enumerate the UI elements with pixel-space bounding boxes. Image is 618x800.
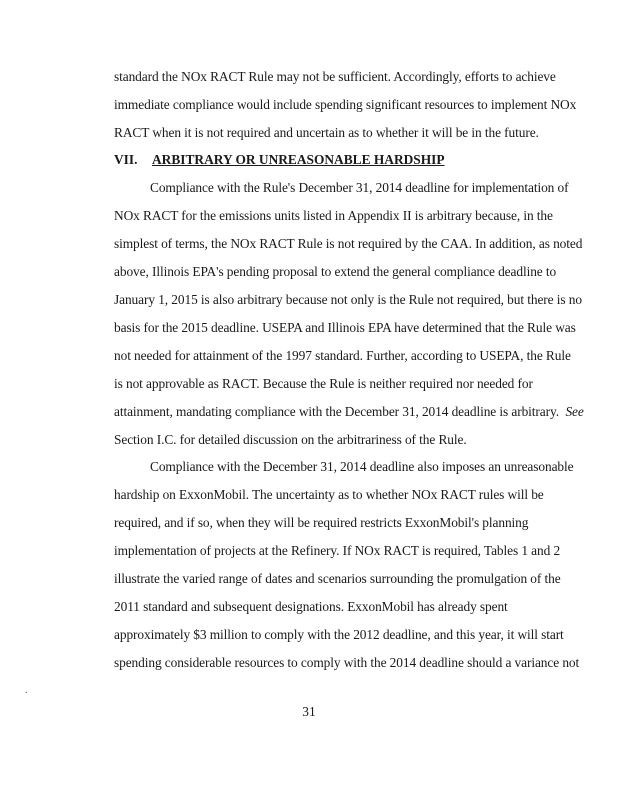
text-line: January 1, 2015 is also arbitrary because not only is the Rule not required, but there is no [114, 292, 582, 307]
page-number: 31 [302, 704, 316, 719]
text-line: not needed for attainment of the 1997 standard. Further, according to USEPA, the Rule [114, 348, 571, 363]
text-line: immediate compliance would include spending significant resources to implement NOx [114, 97, 577, 112]
section-title: ARBITRARY OR UNREASONABLE HARDSHIP [152, 152, 445, 167]
text-line: simplest of terms, the NOx RACT Rule is not required by the CAA. In addition, as noted [114, 236, 583, 251]
text-line: above, Illinois EPA's pending proposal to extend the general compliance deadline to [114, 264, 557, 279]
margin-mark: . [25, 685, 28, 696]
text-line: spending considerable resources to comply with the 2014 deadline should a variance not [114, 655, 580, 670]
text-line: approximately $3 million to comply with the 2012 deadline, and this year, it will start [114, 627, 564, 642]
text-line: Section I.C. for detailed discussion on the arbitrariness of the Rule. [114, 432, 467, 447]
text-line: standard the NOx RACT Rule may not be sufficient. Accordingly, efforts to achieve [114, 69, 556, 84]
text-line: basis for the 2015 deadline. USEPA and Illinois EPA have determined that the Rule was [114, 320, 576, 335]
text-line: is not approvable as RACT. Because the Rule is neither required nor needed for [114, 376, 533, 391]
text-line: attainment, mandating compliance with the December 31, 2014 deadline is arbitrary. [114, 404, 559, 419]
text-line: 2011 standard and subsequent designations. ExxonMobil has already spent [114, 599, 508, 614]
text-line: implementation of projects at the Refinery. If NOx RACT is required, Tables 1 and 2 [114, 543, 561, 558]
text-line: illustrate the varied range of dates and scenarios surrounding the promulgation of the [114, 571, 561, 586]
text-line: Compliance with the December 31, 2014 deadline also imposes an unreasonable [150, 459, 574, 474]
section-number: VII. [114, 152, 138, 167]
text-line: Compliance with the Rule's December 31, 2014 deadline for implementation of [150, 180, 569, 195]
text-line-with-citation [114, 404, 584, 420]
see-signal: See [565, 404, 584, 419]
text-line: NOx RACT for the emissions units listed in Appendix II is arbitrary because, in the [114, 208, 553, 223]
text-line: RACT when it is not required and uncertain as to whether it will be in the future. [114, 125, 539, 140]
section-heading [114, 152, 445, 168]
text-line: required, and if so, when they will be required restricts ExxonMobil's planning [114, 515, 529, 530]
text-line: hardship on ExxonMobil. The uncertainty as to whether NOx RACT rules will be [114, 487, 544, 502]
